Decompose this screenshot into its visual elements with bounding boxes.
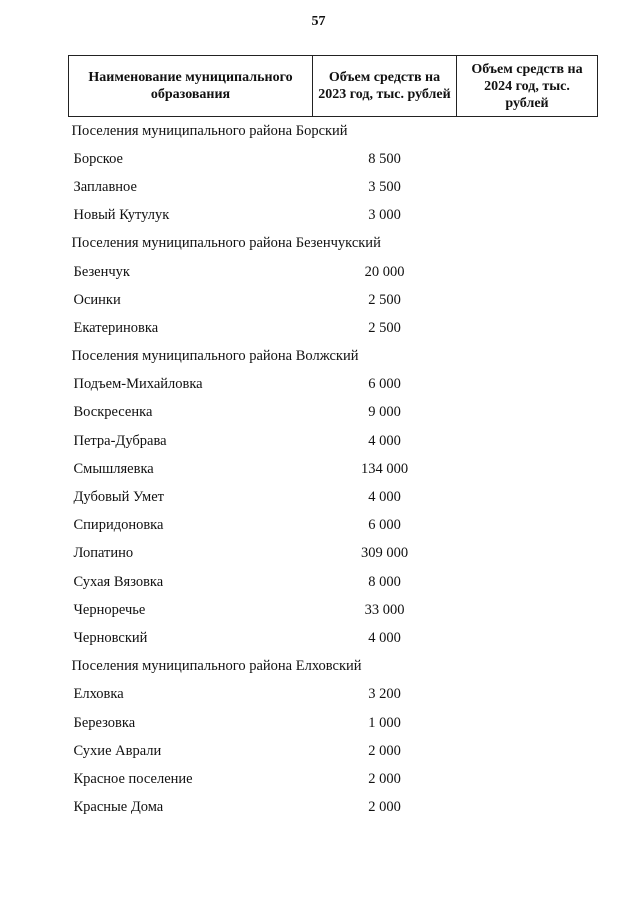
municipality-name: Дубовый Умет (73, 489, 164, 506)
table-row (69, 540, 598, 568)
amount-2024 (457, 145, 598, 173)
amount-2023: 2 500 (368, 319, 401, 336)
municipality-name: Черноречье (73, 601, 146, 618)
amount-2023: 1 000 (368, 714, 401, 731)
group-title: Поселения муниципального района Борский (71, 122, 348, 139)
table-row (69, 681, 598, 709)
municipality-name: Красное поселение (73, 770, 193, 787)
table-body (69, 117, 598, 822)
municipality-name: Подъем-Михайловка (73, 376, 203, 393)
municipality-name: Безенчук (73, 263, 130, 280)
municipality-name: Спиридоновка (73, 517, 164, 534)
amount-2024 (457, 737, 598, 765)
municipality-name: Черновский (73, 629, 148, 646)
amount-2023: 2 000 (368, 770, 401, 787)
table-row (69, 371, 598, 399)
amount-2023: 3 500 (368, 178, 401, 195)
municipality-name: Березовка (73, 714, 136, 731)
municipality-name: Красные Дома (73, 799, 164, 816)
table-row (69, 483, 598, 511)
amount-2024 (457, 540, 598, 568)
table-row (69, 709, 598, 737)
table-row (69, 794, 598, 822)
municipality-name: Новый Кутулук (73, 207, 170, 224)
amount-2024 (457, 399, 598, 427)
header-amount-2023: Объем средств на 2023 год, тыс. рублей (313, 56, 457, 117)
amount-2024 (457, 681, 598, 709)
amount-2024 (457, 258, 598, 286)
table-row (69, 512, 598, 540)
table-row (69, 145, 598, 173)
municipality-name: Сухая Вязовка (73, 573, 164, 590)
amount-2024 (457, 286, 598, 314)
amount-2023: 2 000 (368, 799, 401, 816)
table-row (69, 314, 598, 342)
amount-2024 (457, 427, 598, 455)
amount-2024 (457, 371, 598, 399)
header-amount-2024: Объем средств на 2024 год, тыс. рублей (457, 56, 598, 117)
amount-2024 (457, 512, 598, 540)
amount-2023: 3 000 (368, 207, 401, 224)
amount-2024 (457, 455, 598, 483)
group-title: Поселения муниципального района Волжский (71, 348, 359, 365)
municipality-name: Екатериновка (73, 319, 159, 336)
table-row (69, 455, 598, 483)
amount-2023: 309 000 (360, 545, 409, 562)
table-row (69, 596, 598, 624)
group-row (69, 653, 598, 681)
amount-2024 (457, 794, 598, 822)
amount-2023: 134 000 (360, 460, 409, 477)
group-row (69, 230, 598, 258)
table-row (69, 765, 598, 793)
municipality-name: Лопатино (73, 545, 134, 562)
group-title: Поселения муниципального района Елховский (71, 658, 362, 675)
table-header-row (69, 56, 598, 117)
table-row (69, 173, 598, 201)
table-row (69, 258, 598, 286)
amount-2023: 4 000 (368, 489, 401, 506)
municipality-name: Елховка (73, 686, 124, 703)
municipality-name: Петра-Дубрава (73, 432, 167, 449)
group-title: Поселения муниципального района Безенчукский (71, 235, 381, 252)
amount-2023: 8 500 (368, 150, 401, 167)
table-row (69, 427, 598, 455)
amount-2023: 3 200 (368, 686, 401, 703)
amount-2024 (457, 596, 598, 624)
municipality-name: Заплавное (73, 178, 137, 195)
group-row (69, 343, 598, 371)
amount-2024 (457, 173, 598, 201)
amount-2024 (457, 568, 598, 596)
amount-2023: 6 000 (368, 376, 401, 393)
amount-2023: 2 000 (368, 742, 401, 759)
municipality-name: Воскресенка (73, 404, 153, 421)
table-row (69, 737, 598, 765)
amount-2023: 8 000 (368, 573, 401, 590)
table-row (69, 399, 598, 427)
amount-2023: 6 000 (368, 517, 401, 534)
amount-2024 (457, 709, 598, 737)
amount-2023: 4 000 (368, 629, 401, 646)
table-row (69, 286, 598, 314)
amount-2023: 4 000 (368, 432, 401, 449)
amount-2023: 20 000 (364, 263, 405, 280)
allocation-table (68, 55, 598, 822)
amount-2024 (457, 765, 598, 793)
group-row (69, 117, 598, 146)
amount-2024 (457, 202, 598, 230)
municipality-name: Смышляевка (73, 460, 154, 477)
municipality-name: Осинки (73, 291, 121, 308)
amount-2024 (457, 483, 598, 511)
amount-2023: 2 500 (368, 291, 401, 308)
table-row (69, 202, 598, 230)
header-municipality: Наименование муниципального образования (69, 56, 313, 117)
table-row (69, 568, 598, 596)
municipality-name: Борское (73, 150, 123, 167)
page-number: 57 (311, 14, 326, 29)
table-row (69, 624, 598, 652)
amount-2023: 33 000 (364, 601, 405, 618)
municipality-name: Сухие Аврали (73, 742, 162, 759)
amount-2024 (457, 624, 598, 652)
amount-2024 (457, 314, 598, 342)
amount-2023: 9 000 (368, 404, 401, 421)
